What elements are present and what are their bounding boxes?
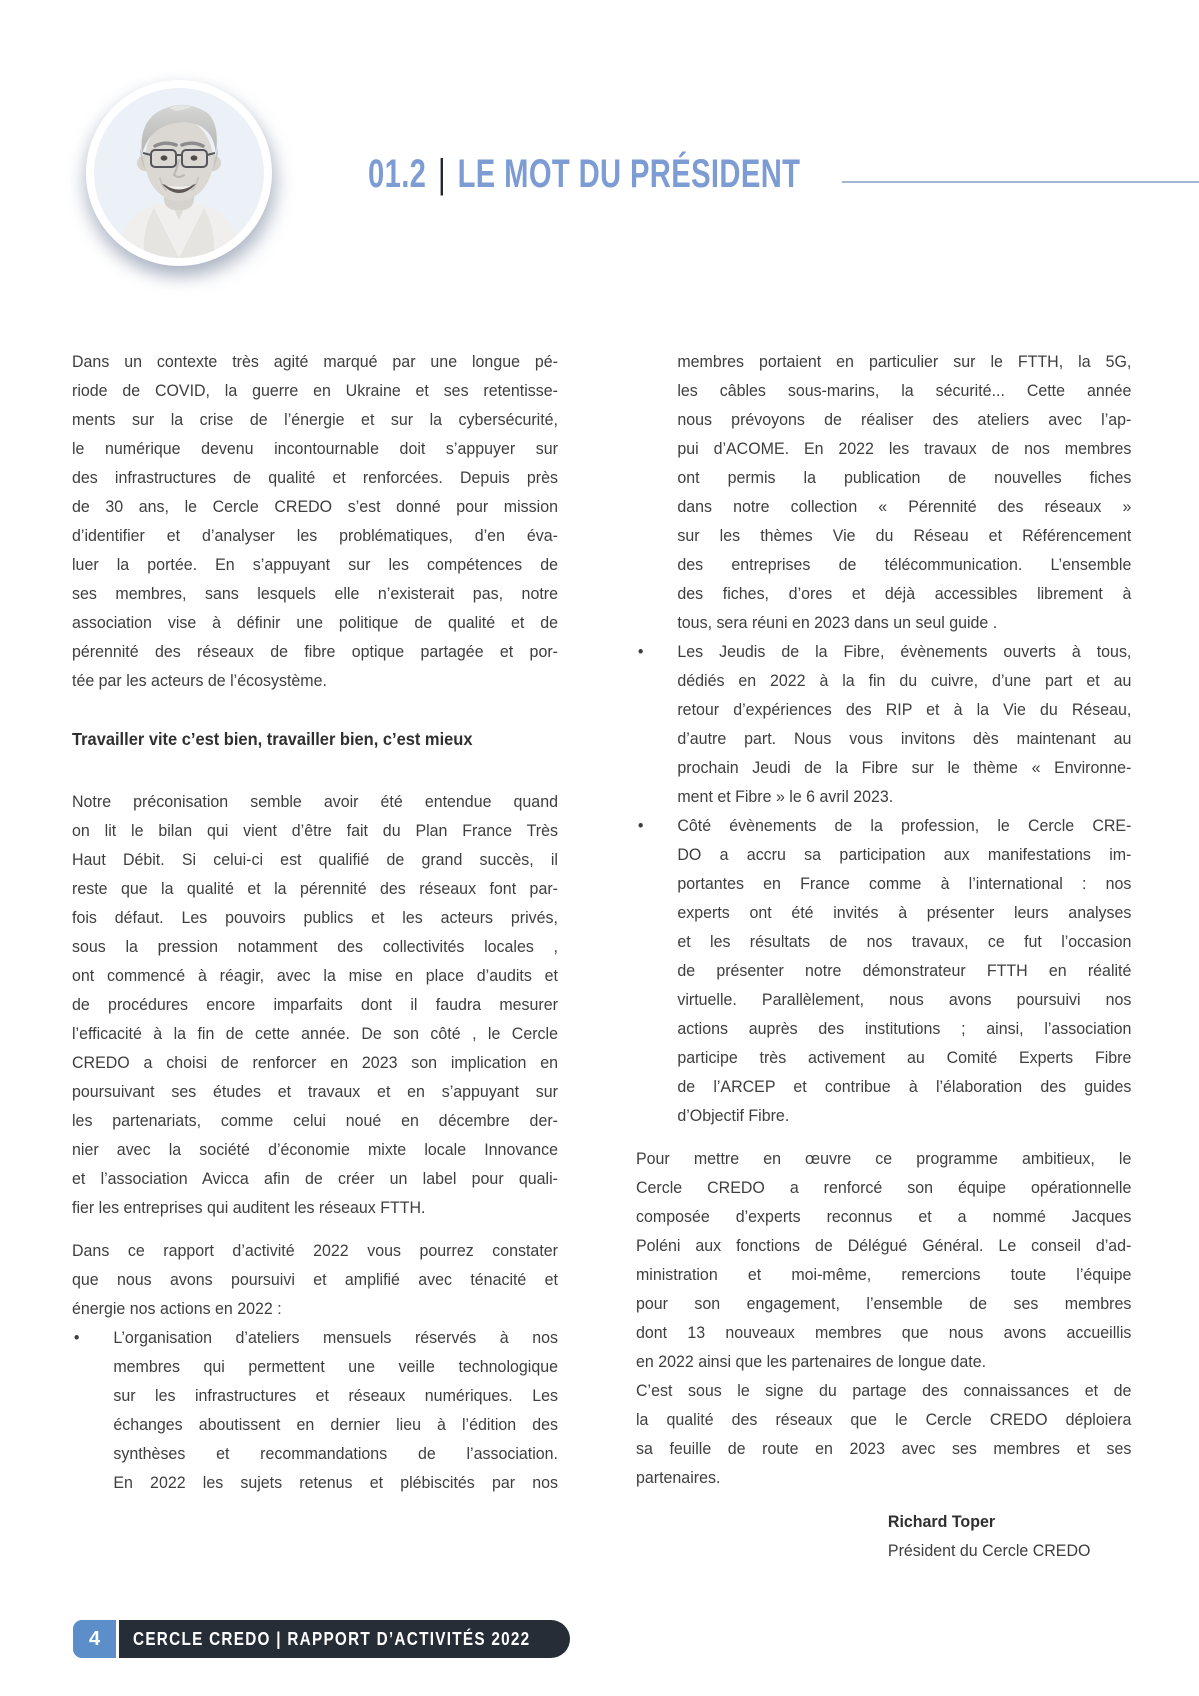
subheading: Travailler vite c’est bien, travailler bien, c’est mieux bbox=[72, 729, 473, 749]
signature-role: Président du Cercle CREDO bbox=[887, 1541, 1091, 1560]
footer-label: CERCLE CREDO | RAPPORT D’ACTIVITÉS 2022 bbox=[133, 1629, 531, 1649]
bullet-item-jeudis-fibre bbox=[636, 637, 1131, 811]
president-portrait-illustration bbox=[94, 88, 264, 258]
bullet-item-ateliers-text: L’organisation d’ateliers mensuels réservés à nos membres qui permettent une veille technologique sur les infrastructures et réseaux numériques. Les échanges aboutissent en dernier lieu à l’édition des synthèses et recommandations de l’association. En 2022 les sujets retenus et plébiscités par nos bbox=[113, 1328, 558, 1492]
bullet-item-evenements bbox=[636, 811, 1131, 1130]
page-title: LE MOT DU PRÉSIDENT bbox=[457, 152, 801, 196]
bullet-item-evenements-text: Côté évènements de la profession, le Cercle CRE- DO a accru sa participation aux manifestations im- portantes en France comme à l’international : nos experts ont été invités à présenter leurs analyses et les résultats de nos travaux, ce fut l’occasion de présenter notre démonstrateur FTTH en réalité virtuelle. Parallèlement, nous avons poursuivi nos actions auprès des institutions ; ainsi, l’association participe très activement au Comité Experts Fibre de l’ARCEP et contribue à l’élaboration des guides d’Objectif Fibre. bbox=[677, 816, 1132, 1125]
bullet-item-jeudis-fibre-text: Les Jeudis de la Fibre, évènements ouverts à tous, dédiés en 2022 à la fin du cuivre, d’une part et au retour d’expériences des RIP et à la Vie du Réseau, d’autre part. Nous vous invitons dès maintenant au prochain Jeudi de la Fibre sur le thème « Environne- ment et Fibre » le 6 avril 2023. bbox=[677, 642, 1132, 806]
page-number: 4 bbox=[73, 1620, 116, 1658]
bullet-marker: • bbox=[637, 642, 644, 661]
bullet-marker: • bbox=[637, 816, 644, 835]
bullet-item-ateliers-continued-text: membres portaient en particulier sur le FTTH, la 5G, les câbles sous-marins, la sécurité... Cette année nous prévoyons de réaliser des ateliers avec l’ap- pui d’ACOME. En 2022 les travaux de nos membres ont permis la publication de nouvelles fiches dans notre collection « Pérennité des réseaux » sur les thèmes Vie du Réseau et Référencement des entreprises de télécommunication. L’ensemble des fiches, d’ores et déjà accessibles librement à tous, sera réuni en 2023 dans un seul guide . bbox=[677, 352, 1132, 632]
footer-label-bar bbox=[119, 1620, 570, 1658]
right-column bbox=[636, 347, 1131, 1565]
paragraph-conclusion: C’est sous le signe du partage des connaissances et de la qualité des réseaux que le Cercle CREDO déploiera sa feuille de route en 2023 avec ses membres et ses partenaires. bbox=[636, 1381, 1132, 1487]
paragraph-intro: Dans un contexte très agité marqué par une longue pé- riode de COVID, la guerre en Ukraine et ses retentisse- ments sur la crise de l’énergie et sur la cybersécurité, le numérique devenu incontournable doit s’appuyer sur des infrastructures de qualité et renforcées. Depuis près de 30 ans, le Cercle CREDO s’est donné pour mission d’identifier et d’analyser les problématiques, d’en éva- luer la portée. En s’appuyant sur les compétences de ses membres, sans lesquels elle n’existerait pas, notre association vise à définir une politique de qualité et de pérennité des réseaux de fibre optique partagée et por- tée par les acteurs de l’écosystème. bbox=[72, 352, 558, 690]
bullet-item-ateliers bbox=[72, 1323, 558, 1497]
section-title bbox=[368, 152, 800, 196]
title-separator-bar: | bbox=[437, 152, 446, 196]
paragraph-bilan: Notre préconisation semble avoir été entendue quand on lit le bilan qui vient d’être fait du Plan France Très Haut Débit. Si celui-ci est qualifié de grand succès, il reste que la qualité et la pérennité des réseaux font par- fois défaut. Les pouvoirs publics et les acteurs privés, sous la pression notamment des collectivités locales , ont commencé à réagir, avec la mise en place d’audits et de procédures encore imparfaits dont il faudra mesurer l’efficacité à la fin de cette année. De son côté , le Cercle CREDO a choisi de renforcer en 2023 son implication en poursuivant ses études et travaux et en s’appuyant sur les partenariats, comme celui noué en décembre der- nier avec la société d’économie mixte locale Innovance et l’association Avicca afin de créer un label pour quali- fier les entreprises qui auditent les réseaux FTTH. bbox=[72, 792, 558, 1217]
signature-block bbox=[636, 1507, 1131, 1565]
title-rule bbox=[842, 181, 1199, 183]
section-number: 01.2 bbox=[368, 152, 427, 196]
signature-name: Richard Toper bbox=[887, 1512, 996, 1531]
president-photo bbox=[86, 80, 272, 266]
footer-bar bbox=[73, 1620, 570, 1658]
left-column bbox=[72, 347, 558, 1497]
bullet-marker: • bbox=[73, 1328, 80, 1347]
paragraph-programme: Pour mettre en œuvre ce programme ambitieux, le Cercle CREDO a renforcé son équipe opérationnelle composée d’experts reconnus et a nommé Jacques Poléni aux fonctions de Délégué Général. Le conseil d’ad- ministration et moi-même, remercions toute l’équipe pour son engagement, l’ensemble de ses membres dont 13 nouveaux membres que nous avons accueillis en 2022 ainsi que les partenaires de longue date. bbox=[636, 1149, 1132, 1371]
paragraph-rapport-2022: Dans ce rapport d’activité 2022 vous pourrez constater que nous avons poursuivi et amplifié avec ténacité et énergie nos actions en 2022 : bbox=[72, 1241, 558, 1318]
bullet-item-ateliers-continued bbox=[636, 347, 1131, 637]
